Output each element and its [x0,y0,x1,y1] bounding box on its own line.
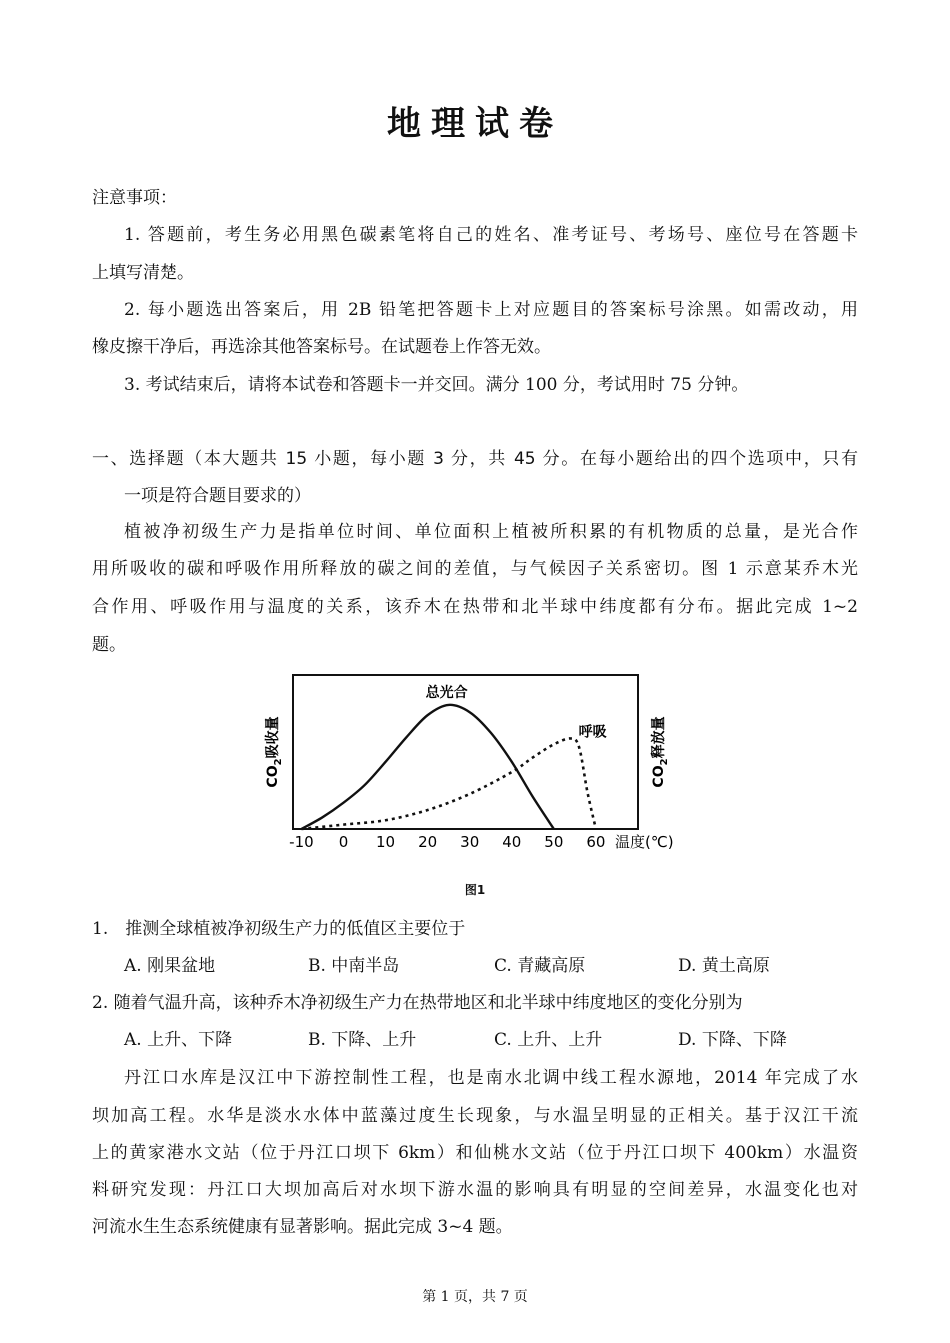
page-footer: 第 1 页，共 7 页 [422,1289,528,1305]
question-stem: 2. 随着气温升高，该种乔木净初级生产力在热带地区和北半球中纬度地区的变化分别为 [92,993,743,1013]
notice-line: 橡皮擦干净后，再选涂其他答案标号。在试题卷上作答无效。 [92,337,551,357]
notice-line: 上填写清楚。 [92,263,194,283]
option-d: D. 黄土高原 [678,956,770,976]
y-axis-label-left: $CO_2$吸收量 [265,716,284,788]
option-b: B. 中南半岛 [308,956,400,976]
option-c: C. 青藏高原 [494,956,586,976]
x-tick-label: 40 [502,833,522,851]
x-tick-label: 50 [544,833,564,851]
x-tick-label: 30 [460,833,480,851]
passage-line: 丹江口水库是汉江中下游控制性工程，也是南水北调中线工程水源地，2014 年完成了水 [124,1068,858,1088]
page-title: 地理试卷 [387,104,563,144]
x-axis-label: 温度(℃) [615,833,674,851]
series-label: 呼吸 [578,724,607,741]
series-label: 总光合 [425,684,468,701]
passage-line: 用所吸收的碳和呼吸作用所释放的碳之间的差值，与气候因子关系密切。图 1 示意某乔木光 [92,559,858,579]
passage-line: 上的黄家港水文站（位于丹江口坝下 6km）和仙桃水文站（位于丹江口坝下 400km）水温资 [92,1143,858,1163]
x-tick-label: -10 [289,833,314,851]
notice-line: 2. 每小题选出答案后，用 2B 铅笔把答题卡上对应题目的答案标号涂黑。如需改动，用 [124,300,858,320]
section-heading-cont: 一项是符合题目要求的） [124,486,311,506]
passage-line: 题。 [92,635,126,655]
notice-heading: 注意事项： [92,188,177,208]
figure-caption: 图1 [464,883,486,897]
passage-line: 合作用、呼吸作用与温度的关系，该乔木在热带和北半球中纬度都有分布。据此完成 1~2 [92,597,858,617]
passage-line: 坝加高工程。水华是淡水水体中蓝藻过度生长现象，与水温呈明显的正相关。基于汉江干流 [92,1106,858,1126]
notice-line: 1. 答题前，考生务必用黑色碳素笔将自己的姓名、准考证号、考场号、座位号在答题卡 [124,225,858,245]
option-a: A. 上升、下降 [124,1030,233,1050]
x-tick-label: 60 [586,833,606,851]
option-a: A. 刚果盆地 [124,956,216,976]
passage-line: 植被净初级生产力是指单位时间、单位面积上植被所积累的有机物质的总量，是光合作 [124,522,858,542]
notice-line: 3. 考试结束后，请将本试卷和答题卡一并交回。满分 100 分，考试用时 75 分钟。 [124,375,749,395]
section-heading: 一、选择题（本大题共 15 小题，每小题 3 分，共 45 分。在每小题给出的四个选项中，只有 [92,449,858,469]
x-tick-label: 10 [376,833,396,851]
question-stem: 1. 推测全球植被净初级生产力的低值区主要位于 [92,919,466,939]
option-d: D. 下降、下降 [678,1030,787,1050]
option-c: C. 上升、上升 [494,1030,603,1050]
series-line-respiration [301,738,596,829]
x-tick-label: 20 [418,833,438,851]
y-axis-label-right: $CO_2$释放量 [651,716,670,788]
x-tick-label: 0 [338,833,349,851]
passage-line: 河流水生生态系统健康有显著影响。据此完成 3~4 题。 [92,1217,513,1237]
option-b: B. 下降、上升 [308,1030,417,1050]
passage-line: 料研究发现：丹江口大坝加高后对水坝下游水温的影响具有明显的空间差异，水温变化也对 [92,1180,858,1200]
figure-1-chart [250,665,700,865]
